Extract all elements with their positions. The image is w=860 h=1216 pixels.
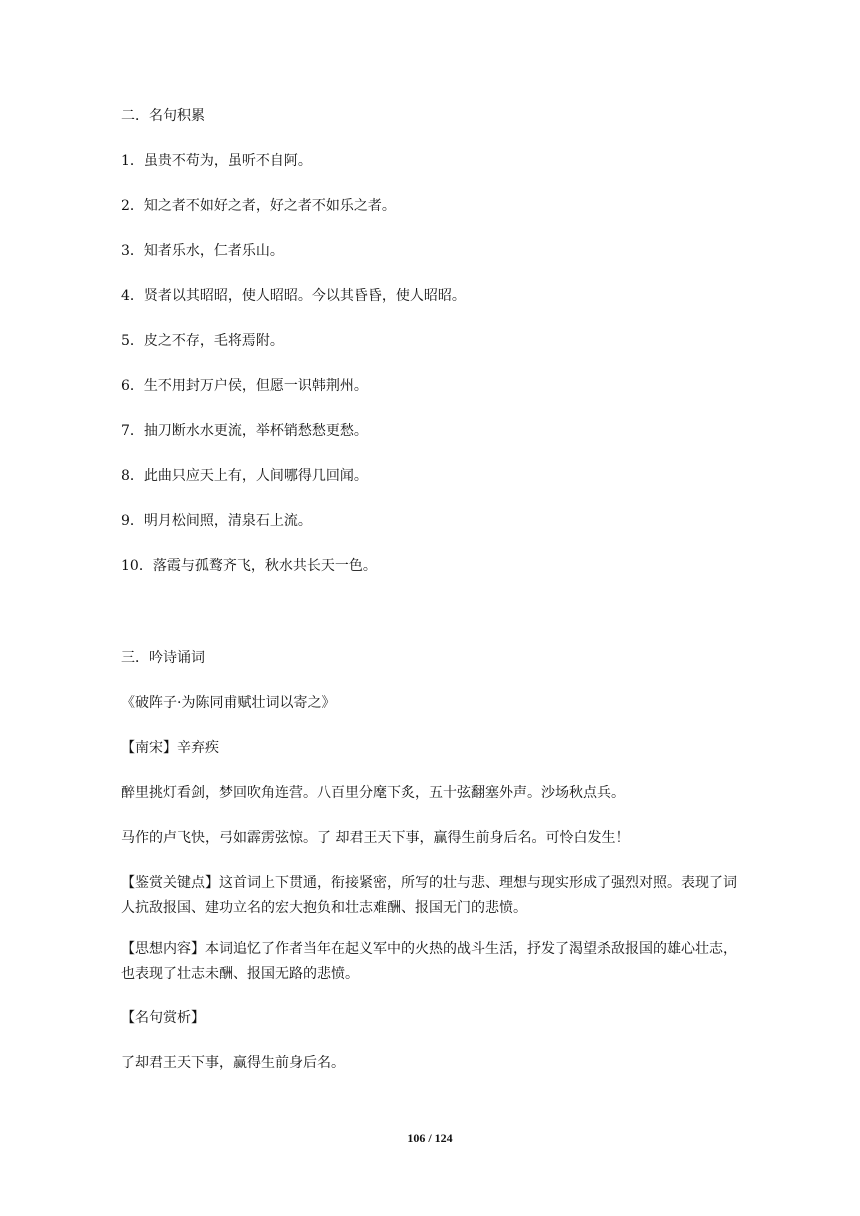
quote-item: 9．明月松间照，清泉石上流。 xyxy=(121,513,312,529)
quote-item: 6．生不用封万户侯，但愿一识韩荆州。 xyxy=(121,378,368,394)
quote-item: 1．虽贵不苟为，虽听不自阿。 xyxy=(121,153,312,169)
poem-author: 【南宋】辛弃疾 xyxy=(121,740,219,756)
section-heading-quotes: 二．名句积累 xyxy=(121,108,205,124)
poem-line: 马作的卢飞快，弓如霹雳弦惊。了 却君王天下事，赢得生前身后名。可怜白发生！ xyxy=(121,830,630,846)
quote-item: 10．落霞与孤鹜齐飞，秋水共长天一色。 xyxy=(121,558,377,574)
quote-item: 8．此曲只应天上有，人间哪得几回闻。 xyxy=(121,468,368,484)
quote-item: 3．知者乐水，仁者乐山。 xyxy=(121,243,284,259)
famous-line: 了却君王天下事，赢得生前身后名。 xyxy=(121,1055,345,1071)
appreciation-label: 【名句赏析】 xyxy=(121,1010,205,1026)
quote-item: 4．贤者以其昭昭，使人昭昭。今以其昏昏，使人昭昭。 xyxy=(121,288,466,304)
section-heading-poems: 三．吟诗诵词 xyxy=(121,650,205,666)
quote-item: 5．皮之不存，毛将焉附。 xyxy=(121,333,284,349)
quote-item: 2．知之者不如好之者，好之者不如乐之者。 xyxy=(121,198,396,214)
quote-item: 7．抽刀断水水更流，举杯销愁愁更愁。 xyxy=(121,423,368,439)
poem-line: 醉里挑灯看剑，梦回吹角连营。八百里分麾下炙，五十弦翻塞外声。沙场秋点兵。 xyxy=(121,785,625,801)
key-points-paragraph: 【鉴赏关键点】这首词上下贯通，衔接紧密，所写的壮与悲、理想与现实形成了强烈对照。表现了词人抗敌报国、建功立名的宏大抱负和壮志难酬、报国无门的悲愤。 xyxy=(121,875,737,916)
content-paragraph: 【思想内容】本词追忆了作者当年在起义军中的火热的战斗生活，抒发了渴望杀敌报国的雄心壮志，也表现了壮志未酬、报国无路的悲愤。 xyxy=(121,941,737,982)
page-number: 106 / 124 xyxy=(407,1131,453,1145)
poem-title: 《破阵子·为陈同甫赋壮词以寄之》 xyxy=(121,695,336,711)
